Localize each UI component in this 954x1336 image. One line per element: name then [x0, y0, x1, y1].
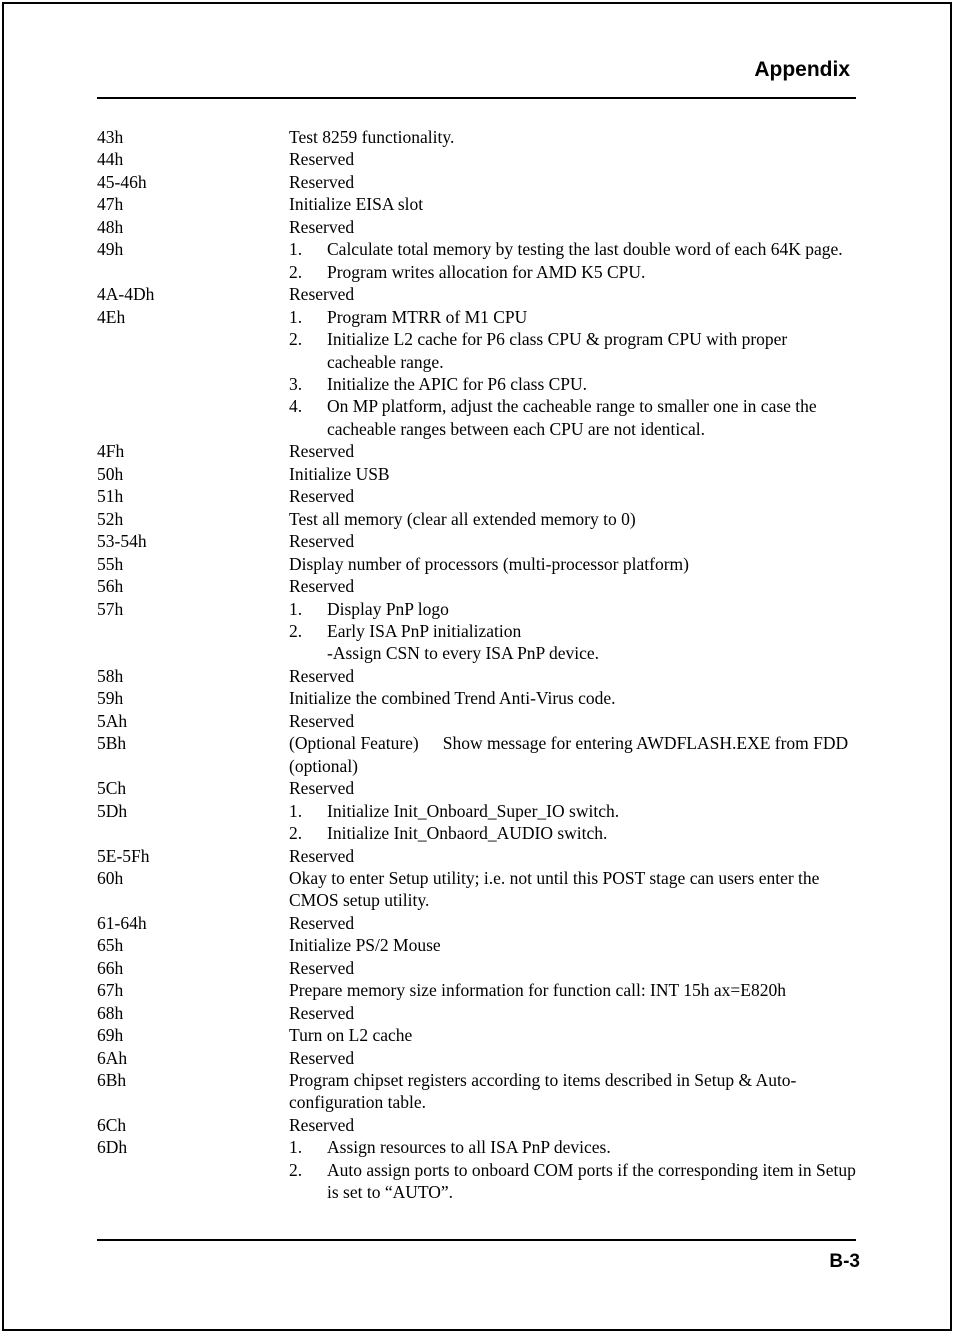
item-number: 4.: [289, 396, 303, 417]
post-code-row: [97, 508, 857, 530]
post-code-description: Reserved: [289, 441, 355, 462]
post-code-row: [97, 710, 857, 732]
post-code-description: Reserved: [289, 912, 355, 933]
post-code-row: [97, 777, 857, 799]
numbered-item: [289, 822, 857, 844]
post-code-description: Display number of processors (multi-processor platform): [289, 553, 689, 574]
post-code: 51h: [97, 486, 124, 507]
post-code: 52h: [97, 508, 124, 529]
footer-divider: [97, 1239, 856, 1241]
item-text: Early ISA PnP initialization: [327, 620, 522, 641]
post-code: 60h: [97, 867, 124, 888]
post-code-description: Reserved: [289, 665, 355, 686]
description-text: Show message for entering AWDFLASH.EXE from FDD (optional): [289, 733, 849, 776]
post-code-row: [97, 598, 857, 665]
post-code-description: Test 8259 functionality.: [289, 127, 455, 147]
post-code-row: [97, 1069, 857, 1114]
item-text-block: [327, 822, 857, 844]
post-code: 50h: [97, 463, 124, 484]
item-text-block: [327, 373, 857, 395]
item-text: On MP platform, adjust the cacheable range to smaller one in case the cacheable ranges between each CPU are not identical.: [327, 396, 817, 439]
post-code: 4Fh: [97, 441, 125, 462]
item-number: 1.: [289, 800, 303, 821]
post-code-description: Reserved: [289, 171, 355, 192]
post-code-description: Reserved: [289, 149, 355, 170]
item-text: Initialize Init_Onbaord_AUDIO switch.: [327, 823, 608, 844]
post-code-row: [97, 732, 857, 777]
post-code: 43h: [97, 127, 124, 147]
post-code-row: [97, 979, 857, 1001]
item-text: Initialize Init_Onboard_Super_IO switch.: [327, 800, 620, 821]
numbered-item: [289, 373, 857, 395]
post-code-description: Program chipset registers according to items described in Setup & Auto-configuration table.: [289, 1070, 797, 1113]
post-code: 58h: [97, 665, 124, 686]
item-text-block: [327, 598, 857, 620]
post-code: 56h: [97, 576, 124, 597]
item-text-block: [327, 620, 857, 665]
post-code-table: [97, 126, 857, 1204]
numbered-item: [289, 1159, 857, 1204]
numbered-item: [289, 328, 857, 373]
post-code-description: Reserved: [289, 710, 355, 731]
post-code: 65h: [97, 935, 124, 956]
numbered-item: [289, 238, 857, 260]
post-code-description: Test all memory (clear all extended memory to 0): [289, 508, 636, 529]
post-code-row: [97, 216, 857, 238]
item-text-block: [327, 1159, 857, 1204]
item-text: Assign resources to all ISA PnP devices.: [327, 1137, 611, 1158]
item-text-block: [327, 395, 857, 440]
item-text: Program writes allocation for AMD K5 CPU.: [327, 261, 646, 282]
post-code-description: [289, 732, 857, 777]
post-code-row: [97, 283, 857, 305]
post-code-row: [97, 912, 857, 934]
post-code: 59h: [97, 688, 124, 709]
post-code-description: [289, 598, 857, 665]
post-code-row: [97, 934, 857, 956]
post-code: 68h: [97, 1002, 124, 1023]
post-code-description: Prepare memory size information for function call: INT 15h ax=E820h: [289, 980, 786, 1001]
post-code-description: [289, 1136, 857, 1203]
item-text: Initialize the APIC for P6 class CPU.: [327, 373, 588, 394]
item-text-block: [327, 328, 857, 373]
item-number: 1.: [289, 306, 303, 327]
numbered-item: [289, 306, 857, 328]
item-text: Initialize L2 cache for P6 class CPU & program CPU with proper cacheable range.: [327, 329, 788, 372]
post-code-row: [97, 1024, 857, 1046]
post-code: 49h: [97, 239, 124, 260]
post-code-row: [97, 665, 857, 687]
post-code-description: Initialize the combined Trend Anti-Virus code.: [289, 688, 616, 709]
optional-feature-label: (Optional Feature): [289, 733, 419, 754]
post-code-row: [97, 687, 857, 709]
post-code: 47h: [97, 194, 124, 215]
post-code-description: Reserved: [289, 576, 355, 597]
post-code-row: [97, 1136, 857, 1203]
post-code: 5Dh: [97, 800, 128, 821]
post-code-description: Initialize EISA slot: [289, 194, 424, 215]
post-code: 57h: [97, 598, 124, 619]
post-code-row: [97, 1114, 857, 1136]
post-code-row: [97, 553, 857, 575]
item-subtext: -Assign CSN to every ISA PnP device.: [327, 643, 600, 664]
post-code-row: [97, 193, 857, 215]
post-code-description: Reserved: [289, 1047, 355, 1068]
post-code-description: Reserved: [289, 957, 355, 978]
post-code: 66h: [97, 957, 124, 978]
item-number: 1.: [289, 1137, 303, 1158]
item-text-block: [327, 261, 857, 283]
post-code-row: [97, 148, 857, 170]
post-code: 61-64h: [97, 912, 147, 933]
post-code: 4A-4Dh: [97, 284, 155, 305]
item-text: Program MTRR of M1 CPU: [327, 306, 528, 327]
post-code-description: Okay to enter Setup utility; i.e. not until this POST stage can users enter the CMOS setup utility.: [289, 867, 820, 911]
post-code: 6Bh: [97, 1070, 127, 1091]
item-number: 1.: [289, 239, 303, 260]
post-code-description: Reserved: [289, 1114, 355, 1135]
post-code-description: Reserved: [289, 531, 355, 552]
post-code: 67h: [97, 980, 124, 1001]
post-code-description: Reserved: [289, 778, 355, 799]
numbered-item: [289, 620, 857, 665]
post-code-row: [97, 575, 857, 597]
post-code-description: Reserved: [289, 845, 355, 866]
item-number: 2.: [289, 823, 303, 844]
item-number: 2.: [289, 1159, 303, 1180]
post-code-row: [97, 306, 857, 441]
post-code-description: Initialize USB: [289, 463, 390, 484]
item-text: Calculate total memory by testing the last double word of each 64K page.: [327, 239, 843, 260]
post-code-description: Reserved: [289, 216, 355, 237]
post-code-description: [289, 238, 857, 283]
header-divider: [97, 97, 856, 99]
post-code: 6Ah: [97, 1047, 128, 1068]
numbered-item: [289, 395, 857, 440]
post-code-description: [289, 800, 857, 845]
post-code-row: [97, 440, 857, 462]
numbered-item: [289, 1136, 857, 1158]
post-code: 6Dh: [97, 1137, 128, 1158]
post-code-row: [97, 1047, 857, 1069]
item-text-block: [327, 1136, 857, 1158]
post-code: 53-54h: [97, 531, 147, 552]
post-code-description: Reserved: [289, 284, 355, 305]
page-number: B-3: [829, 1251, 860, 1272]
post-code: 5Ah: [97, 710, 128, 731]
item-number: 2.: [289, 261, 303, 282]
item-number: 3.: [289, 373, 303, 394]
post-code: 55h: [97, 553, 124, 574]
post-code-row: [97, 530, 857, 552]
post-code-description: [289, 306, 857, 441]
numbered-item: [289, 598, 857, 620]
post-code-description: Reserved: [289, 1002, 355, 1023]
post-code-description: Initialize PS/2 Mouse: [289, 935, 441, 956]
item-number: 2.: [289, 620, 303, 641]
post-code: 5Bh: [97, 733, 127, 754]
post-code: 5Ch: [97, 778, 127, 799]
item-text: Display PnP logo: [327, 598, 449, 619]
item-text-block: [327, 800, 857, 822]
numbered-item: [289, 261, 857, 283]
post-code-row: [97, 867, 857, 912]
post-code: 48h: [97, 216, 124, 237]
post-code: 5E-5Fh: [97, 845, 150, 866]
item-number: 1.: [289, 598, 303, 619]
post-code-row: [97, 800, 857, 845]
post-code-row: [97, 845, 857, 867]
item-text-block: [327, 238, 857, 260]
post-code-description: Turn on L2 cache: [289, 1025, 413, 1046]
page-header-title: Appendix: [754, 58, 850, 81]
post-code-description: Reserved: [289, 486, 355, 507]
post-code-row: [97, 463, 857, 485]
post-code: 69h: [97, 1025, 124, 1046]
post-code: 4Eh: [97, 306, 126, 327]
post-code-row: [97, 957, 857, 979]
post-code-row: [97, 171, 857, 193]
item-number: 2.: [289, 329, 303, 350]
post-code: 45-46h: [97, 171, 147, 192]
item-text-block: [327, 306, 857, 328]
post-code-row: [97, 238, 857, 283]
numbered-item: [289, 800, 857, 822]
post-code-row: [97, 1002, 857, 1024]
post-code-row: [97, 126, 857, 148]
post-code-row: [97, 485, 857, 507]
post-code: 44h: [97, 149, 124, 170]
item-text: Auto assign ports to onboard COM ports if the corresponding item in Setup is set to “AUTO”.: [327, 1159, 856, 1203]
post-code: 6Ch: [97, 1114, 127, 1135]
